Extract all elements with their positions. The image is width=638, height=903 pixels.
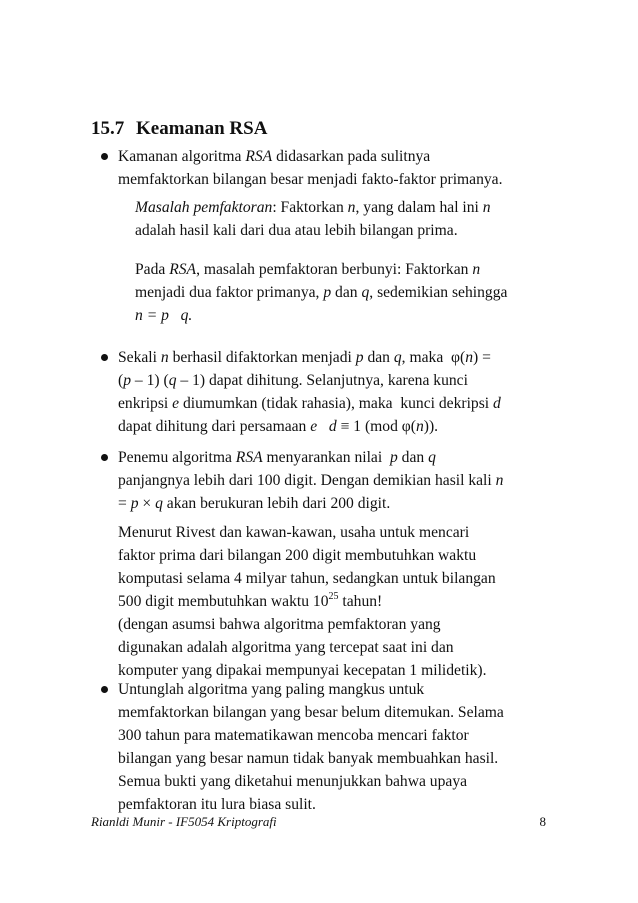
bullet-icon: [101, 454, 108, 461]
section-number: 15.7: [91, 118, 125, 139]
text-line: 300 tahun para matematikawan mencoba mencari faktor: [118, 727, 469, 744]
text-line: komputasi selama 4 milyar tahun, sedangkan untuk bilangan: [118, 570, 496, 587]
text-line: menjadi dua faktor primanya, p dan q, sedemikian sehingga: [135, 284, 508, 301]
text-line: Penemu algoritma RSA menyarankan nilai p dan q: [118, 449, 436, 466]
text-line: enkripsi e diumumkan (tidak rahasia), maka kunci dekripsi d: [118, 395, 501, 412]
text-line: komputer yang dipakai mempunyai kecepatan 1 milidetik).: [118, 662, 487, 679]
bullet-icon: [101, 153, 108, 160]
bullet-paragraph-3: [118, 446, 503, 515]
text-line: Kamanan algoritma RSA didasarkan pada sulitnya: [118, 148, 431, 165]
text-line: Menurut Rivest dan kawan-kawan, usaha untuk mencari: [118, 524, 470, 541]
text-line: pemfaktoran itu lura biasa sulit.: [118, 796, 316, 813]
text-line: digunakan adalah algoritma yang tercepat saat ini dan: [118, 639, 454, 656]
text-line: faktor prima dari bilangan 200 digit membutuhkan waktu: [118, 547, 477, 564]
page-footer: [91, 814, 546, 830]
text-line: n = p q.: [135, 307, 193, 324]
text-line: Untunglah algoritma yang paling mangkus untuk: [118, 681, 425, 698]
text-line: bilangan yang besar namun tidak banyak membuahkan hasil.: [118, 750, 499, 767]
bullet-paragraph-2: [118, 346, 501, 438]
text-line: Sekali n berhasil difaktorkan menjadi p dan q, maka φ(n) =: [118, 349, 491, 366]
text-line: memfaktorkan bilangan besar menjadi fakto-faktor primanya.: [118, 171, 503, 188]
text-line: Pada RSA, masalah pemfaktoran berbunyi: Faktorkan n: [135, 261, 481, 278]
sub-paragraph-rivest: [118, 521, 496, 682]
text-line: memfaktorkan bilangan yang besar belum ditemukan. Selama: [118, 704, 504, 721]
section-heading: [91, 118, 267, 140]
text-line: Semua bukti yang diketahui menunjukkan bahwa upaya: [118, 773, 468, 790]
text-line: = p × q akan berukuran lebih dari 200 digit.: [118, 495, 391, 512]
text-line: panjangnya lebih dari 100 digit. Dengan demikian hasil kali n: [118, 472, 504, 489]
bullet-icon: [101, 686, 108, 693]
bullet-icon: [101, 354, 108, 361]
text-line: 500 digit membutuhkan waktu $10^{25}$ tahun!: [118, 591, 383, 610]
sub-paragraph-rsa-factoring: [135, 258, 507, 327]
text-line: (p – 1) (q – 1) dapat dihitung. Selanjutnya, karena kunci: [118, 372, 468, 389]
text-line: dapat dihitung dari persamaan e d ≡ 1 (mod φ(n)).: [118, 418, 439, 435]
sub-paragraph-factoring: [135, 196, 491, 242]
section-title: Keamanan RSA: [136, 118, 268, 139]
bullet-paragraph-1: [118, 145, 503, 191]
text-line: (dengan asumsi bahwa algoritma pemfaktoran yang: [118, 616, 441, 633]
exponent: 25: [328, 591, 339, 602]
text-line: adalah hasil kali dari dua atau lebih bilangan prima.: [135, 222, 458, 239]
text-line: Masalah pemfaktoran: Faktorkan n, yang dalam hal ini n: [135, 199, 491, 216]
bullet-paragraph-4: [118, 678, 504, 816]
footer-author: Rianldi Munir - IF5054 Kriptografi: [91, 814, 277, 829]
page-number: 8: [539, 814, 546, 829]
